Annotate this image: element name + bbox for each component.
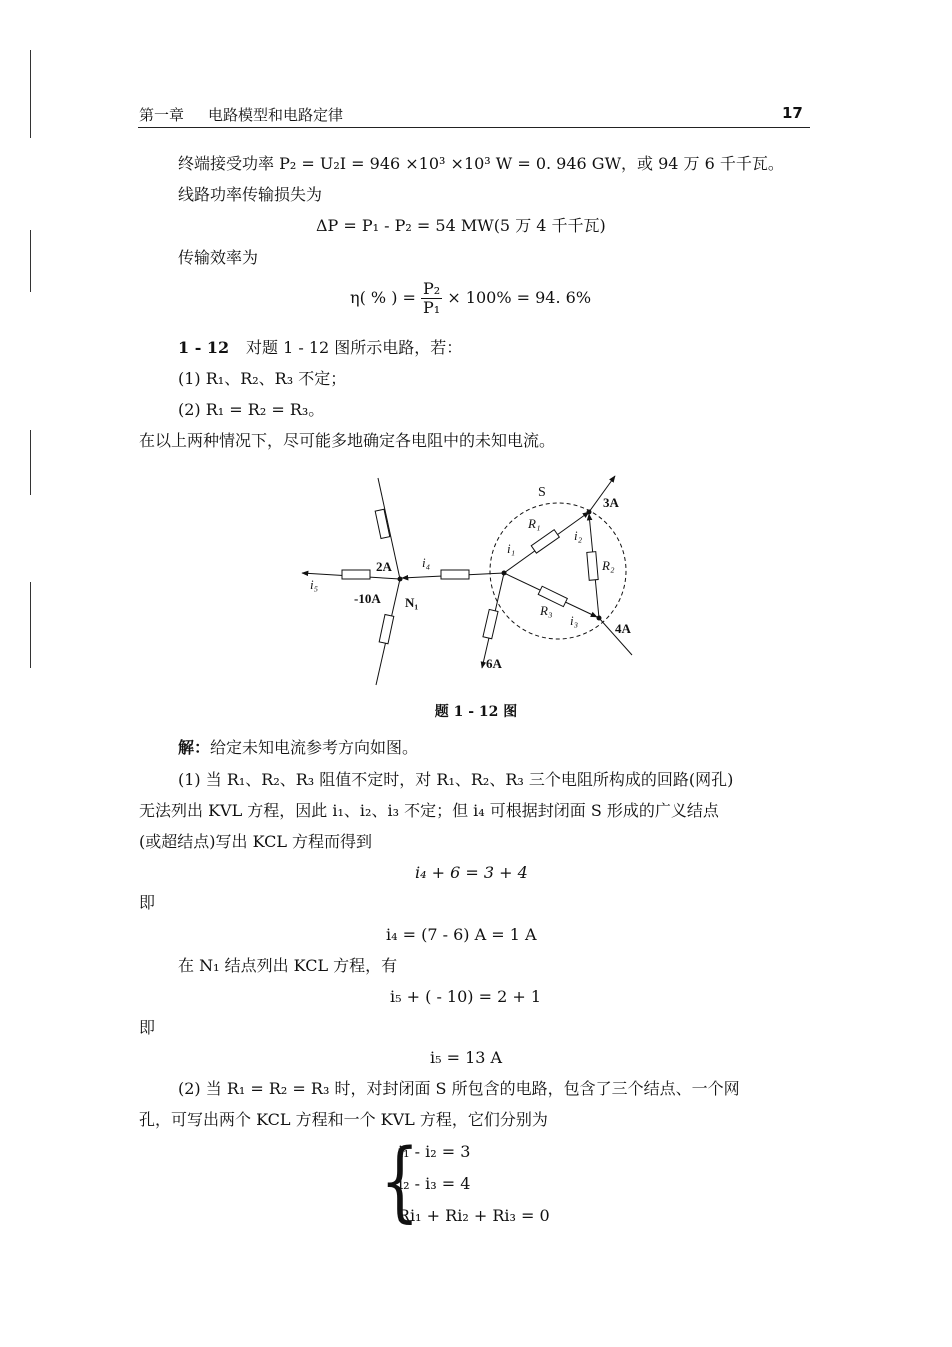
left-margin-bar	[30, 230, 31, 292]
equation: ΔP = P₁ - P₂ = 54 MW(5 万 4 千千瓦)	[316, 216, 606, 235]
solution-intro-text: 给定未知电流参考方向如图。	[210, 738, 419, 757]
text-line: (或超结点)写出 KCL 方程而得到	[139, 832, 373, 851]
text-line: 传输效率为	[178, 248, 259, 267]
label-i5: i₅	[310, 577, 319, 592]
label-i3: i₃	[570, 613, 579, 628]
text-line: 即	[139, 1018, 156, 1037]
system-brace: {	[380, 1129, 420, 1232]
problem-text: 对题 1 - 12 图所示电路，若：	[246, 338, 463, 357]
resistor-i5	[342, 570, 370, 579]
label-i4: i₄	[422, 555, 431, 570]
left-margin-bar	[30, 50, 31, 138]
case-2: (2) R₁ = R₂ = R₃。	[178, 400, 325, 419]
problem-ask: 在以上两种情况下，尽可能多地确定各电阻中的未知电流。	[139, 431, 556, 450]
text-line: 无法列出 KVL 方程，因此 i₁、i₂、i₃ 不定；但 i₄ 可根据封闭面 S 形成的广义结点	[139, 801, 719, 820]
label-6a: 6A	[486, 656, 502, 671]
text-line: 在 N₁ 结点列出 KCL 方程，有	[178, 956, 398, 975]
label-2a: 2A	[376, 559, 392, 574]
chapter-label: 第一章	[139, 106, 185, 124]
chapter-title: 电路模型和电路定律	[208, 106, 344, 124]
equation: i₅ = 13 A	[430, 1048, 503, 1067]
system-eq-1: i₁ - i₂ = 3	[398, 1142, 471, 1161]
text-line: 线路功率传输损失为	[178, 185, 323, 204]
resistor-6a	[483, 609, 498, 638]
equation: i₄ = (7 - 6) A = 1 A	[386, 925, 537, 944]
resistor-bottom-left	[379, 614, 394, 643]
circuit-figure	[290, 470, 650, 695]
text-line: 终端接受功率 P₂ = U₂I = 946 ×10³ ×10³ W = 0. 946 GW，或 94 万 6 千千瓦。	[178, 154, 784, 173]
text-line: 孔，可写出两个 KCL 方程和一个 KVL 方程，它们分别为	[139, 1110, 548, 1129]
left-margin-bar	[30, 430, 31, 495]
label-r2: R₂	[602, 558, 615, 573]
label-4a: 4A	[615, 621, 631, 636]
text-line: (2) 当 R₁ = R₂ = R₃ 时，对封闭面 S 所包含的电路，包含了三个结点、一个网	[178, 1079, 740, 1098]
efficiency-equation	[350, 280, 591, 317]
label-n1: N₁	[405, 595, 419, 610]
label-i1: i₁	[507, 541, 516, 556]
figure-caption: 题 1 - 12 图	[434, 704, 518, 720]
system-eq-3: Ri₁ + Ri₂ + Ri₃ = 0	[398, 1206, 550, 1225]
label-s: S	[538, 485, 546, 500]
equation: i₅ + ( - 10) = 2 + 1	[390, 987, 542, 1006]
equation: i₄ + 6 = 3 + 4	[415, 863, 528, 882]
left-margin-bar	[30, 582, 31, 668]
resistor-r2	[587, 552, 598, 581]
eta-numerator: P₂	[423, 279, 441, 298]
text-line: 即	[139, 893, 156, 912]
resistor-r1	[531, 530, 559, 553]
case-1: (1) R₁、R₂、R₃ 不定；	[178, 369, 347, 388]
system-eq-2: i₂ - i₃ = 4	[398, 1174, 471, 1193]
problem-number: 1 - 12	[178, 338, 230, 357]
eta-right: × 100% = 94. 6%	[447, 288, 592, 307]
eta-fraction	[421, 280, 442, 317]
solution-label: 解：	[178, 738, 211, 757]
label-i2: i₂	[574, 528, 583, 543]
label-r1: R₁	[528, 516, 541, 531]
label-m10a: -10A	[354, 591, 381, 606]
resistor-i4	[441, 570, 469, 579]
eta-left: η( % ) =	[350, 288, 416, 307]
solution-intro	[178, 738, 418, 758]
node-n1	[398, 577, 403, 582]
label-3a: 3A	[603, 495, 619, 510]
page-number: 17	[782, 104, 803, 122]
text-line: (1) 当 R₁、R₂、R₃ 阻值不定时，对 R₁、R₂、R₃ 三个电阻所构成的回路(网孔)	[178, 770, 734, 789]
eta-denominator: P₁	[423, 298, 441, 317]
label-r3: R₃	[540, 603, 553, 618]
header-rule	[138, 127, 810, 128]
